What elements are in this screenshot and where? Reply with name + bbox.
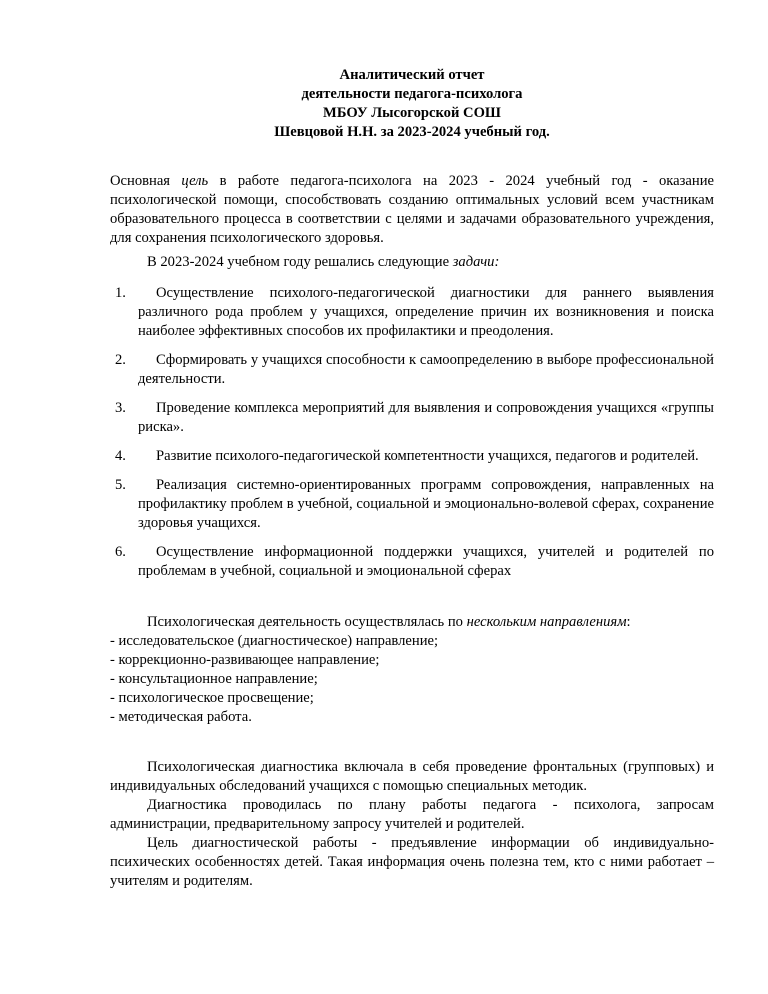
task-item <box>110 351 714 389</box>
task-text: Осуществление психолого-педагогической диагностики для раннего выявления различного рода проблем у учащихся, определение причин их возникновения и поиска наиболее эффективных способов их профилактики и преодоления. <box>138 285 714 339</box>
direction-item: - психологическое просвещение; <box>110 690 314 706</box>
tasks-lead-text: В 2023-2024 учебном году решались следующие <box>147 254 453 270</box>
intro-paragraph <box>110 172 714 248</box>
tasks-lead-italic: задачи: <box>452 254 500 270</box>
directions-lead-colon: : <box>626 614 631 630</box>
directions-lead-text: Психологическая деятельность осуществлялась по <box>147 614 467 630</box>
directions-lead-paragraph <box>110 613 714 632</box>
direction-item: - консультационное направление; <box>110 671 318 687</box>
task-text: Развитие психолого-педагогической компетентности учащихся, педагогов и родителей. <box>156 448 699 464</box>
document-page <box>110 66 714 891</box>
title-line-2: деятельности педагога-психолога <box>301 86 523 102</box>
task-item <box>110 476 714 533</box>
task-item <box>110 399 714 437</box>
directions-lead-italic: нескольким направлениям <box>466 614 627 630</box>
task-item <box>110 447 714 466</box>
task-number: 6. <box>115 544 126 560</box>
task-text: Сформировать у учащихся способности к самоопределению в выборе профессиональной деятельности. <box>138 352 714 387</box>
intro-text-rest: в работе педагога-психолога на 2023 - 2024 учебный год - оказание психологической помощи, способствовать созданию оптимальных условий всем участникам образовательного процесса в соответствии с целями и задачами образовательного учреждения, для сохранения психологического здоровья. <box>110 173 714 246</box>
tasks-lead-paragraph <box>110 253 714 272</box>
direction-item: - коррекционно-развивающее направление; <box>110 652 380 668</box>
intro-italic-goal: цель <box>181 173 209 189</box>
task-number: 5. <box>115 477 126 493</box>
document-title <box>110 66 714 142</box>
diagnostics-paragraph-1: Психологическая диагностика включала в себя проведение фронтальных (групповых) и индивидуальных обследований учащихся с помощью специальных методик. <box>110 759 714 794</box>
title-line-1: Аналитический отчет <box>339 67 485 83</box>
intro-text-start: Основная <box>110 173 182 189</box>
title-line-3: МБОУ Лысогорской СОШ <box>323 105 501 121</box>
task-text: Осуществление информационной поддержки учащихся, учителей и родителей по проблемам в учебной, социальной и эмоциональной сферах <box>138 544 714 579</box>
task-number: 3. <box>115 400 126 416</box>
diagnostics-paragraph-2: Диагностика проводилась по плану работы педагога - психолога, запросам администрации, предварительному запросу учителей и родителей. <box>110 797 714 832</box>
direction-item: - исследовательское (диагностическое) направление; <box>110 633 439 649</box>
directions-list <box>110 632 714 727</box>
diagnostics-paragraph-3: Цель диагностической работы - предъявление информации об индивидуально-психических особенностях детей. Такая информация очень полезна тем, кто с ними работает – учителям и родителям. <box>110 835 714 889</box>
title-line-4: Шевцовой Н.Н. за 2023-2024 учебный год. <box>274 124 550 140</box>
task-number: 2. <box>115 352 126 368</box>
task-text: Реализация системно-ориентированных программ сопровождения, направленных на профилактику проблем в учебной, социальной и эмоционально-волевой сферах, сохранение здоровья учащихся. <box>138 477 714 531</box>
tasks-list <box>110 284 714 581</box>
direction-item: - методическая работа. <box>110 709 252 725</box>
task-number: 1. <box>115 285 126 301</box>
task-number: 4. <box>115 448 126 464</box>
task-item <box>110 284 714 341</box>
task-text: Проведение комплекса мероприятий для выявления и сопровождения учащихся «группы риска». <box>138 400 714 435</box>
task-item <box>110 543 714 581</box>
